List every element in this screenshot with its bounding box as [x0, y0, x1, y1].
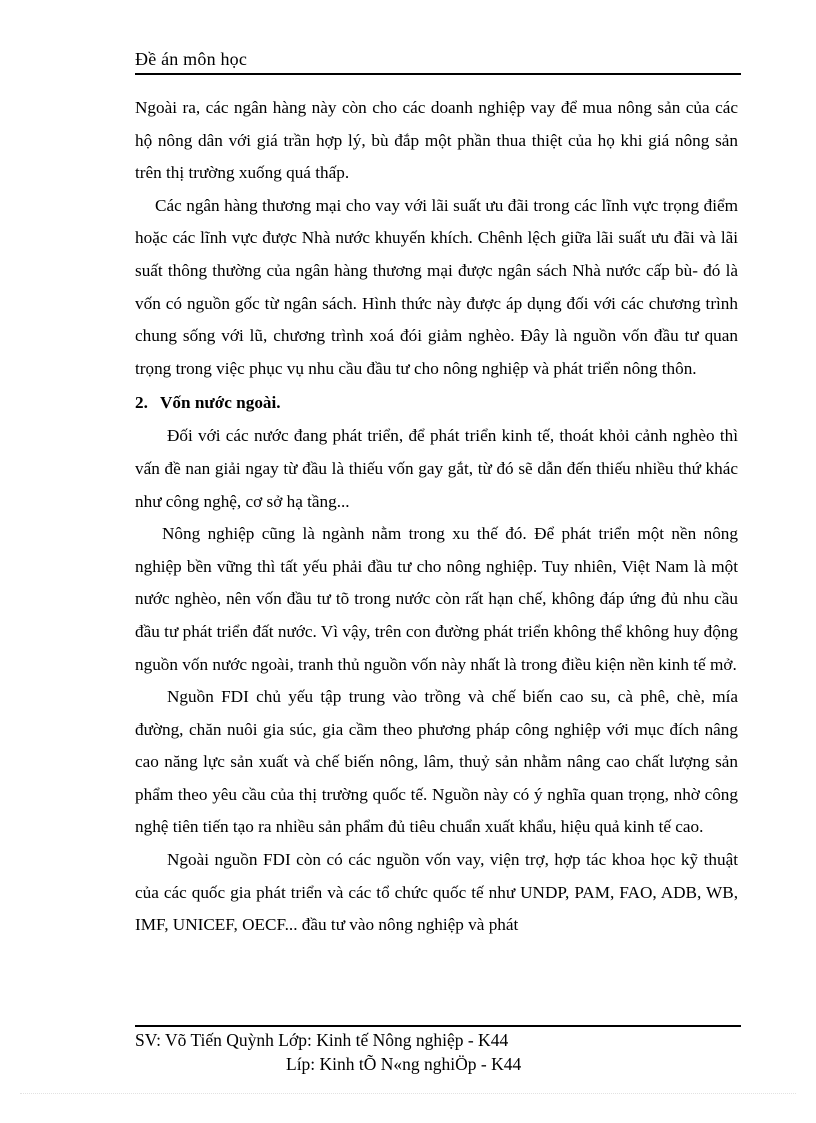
- paragraph: Các ngân hàng thương mại cho vay với lãi suất ưu đãi trong các lĩnh vực trọng điểm hoặc các lĩnh vực được Nhà nước khuyến khích. Chênh lệch giữa lãi suất ưu đãi và lãi suất thông thường của ngân hàng thương mại được ngân sách Nhà nước cấp bù- đó là vốn có nguồn gốc từ ngân sách. Hình thức này được áp dụng đối với các chương trình chung sống với lũ, chương trình xoá đói giảm nghèo. Đây là nguồn vốn đầu tư quan trọng trong việc phục vụ nhu cầu đầu tư cho nông nghiệp và phát triển nông thôn.: [135, 195, 738, 378]
- paragraph: Nông nghiệp cũng là ngành nằm trong xu thế đó. Để phát triển một nền nông nghiệp bền vững thì tất yếu phải đầu tư cho nông nghiệp. Tuy nhiên, Việt Nam là một nước nghèo, nên vốn đầu tư tõ trong nước còn rất hạn chế, không đáp ứng đủ nhu cầu đầu tư phát triển đất nước. Vì vậy, trên con đường phát triển không thể không huy động nguồn vốn nước ngoài, tranh thủ nguồn vốn này nhất là trong điều kiện nền kinh tế mở.: [135, 524, 738, 674]
- paragraph: Ngoài nguồn FDI còn có các nguồn vốn vay, viện trợ, hợp tác khoa học kỹ thuật của các quốc gia phát triển và các tổ chức quốc tế như UNDP, PAM, FAO, ADB, WB, IMF, UNICEF, OECF... đầu tư vào nông nghiệp và phát: [135, 850, 738, 935]
- section-number: 2.: [135, 393, 148, 413]
- section-title: Vốn nước ngoài.: [160, 393, 281, 413]
- header-divider: [135, 73, 741, 75]
- paragraph: Đối với các nước đang phát triển, để phát triển kinh tế, thoát khỏi cảnh nghèo thì vấn đề nan giải ngay từ đầu là thiếu vốn gay gắt, từ đó sẽ dẫn đến thiếu nhiều thứ khác như công nghệ, cơ sở hạ tầng...: [135, 426, 738, 511]
- document-body: [135, 92, 738, 942]
- paragraph: Nguồn FDI chủ yếu tập trung vào trồng và chế biến cao su, cà phê, chè, mía đường, chăn nuôi gia súc, gia cầm theo phương pháp công nghiệp với mục đích nâng cao năng lực sản xuất và chế biến nông, lâm, thuỷ sản nhằm nâng cao chất lượng sản phẩm theo yêu cầu của thị trường quốc tế. Nguồn này có ý nghĩa quan trọng, nhờ công nghệ tiên tiến tạo ra nhiều sản phẩm đủ tiêu chuẩn xuất khẩu, hiệu quả kinh tế cao.: [135, 687, 738, 837]
- footer-class-info: Líp: Kinh tÕ N«ng nghiÖp - K44: [286, 1054, 522, 1074]
- section-heading: [135, 385, 738, 420]
- footer-student-info: SV: Võ Tiến Quỳnh Lớp: Kinh tế Nông nghiệp - K44: [135, 1030, 509, 1050]
- page-header-title: Đề án môn học: [135, 49, 248, 69]
- footer-divider: [135, 1025, 741, 1027]
- paragraph: Ngoài ra, các ngân hàng này còn cho các doanh nghiệp vay để mua nông sản của các hộ nông dân với giá trần hợp lý, bù đắp một phần thua thiệt của họ khi giá nông sản trên thị trường xuống quá thấp.: [135, 98, 738, 183]
- page-boundary: [20, 1093, 796, 1094]
